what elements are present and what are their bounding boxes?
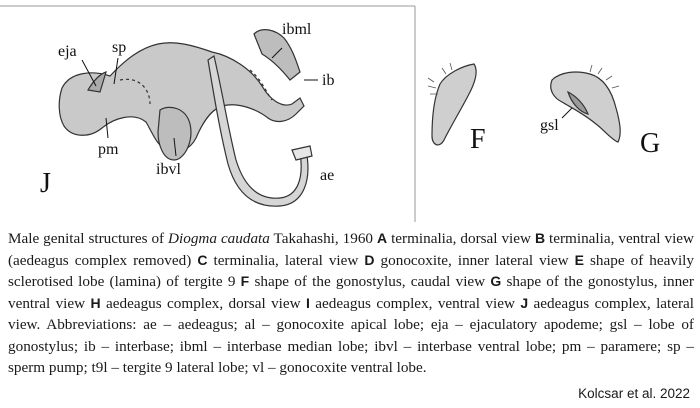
label-ae: ae <box>320 167 335 184</box>
caption-key-B: B <box>534 230 546 246</box>
credit-line: Kolcsar et al. 2022 <box>578 386 690 401</box>
caption-key-A: A <box>377 230 388 246</box>
figure-caption <box>8 228 694 379</box>
caption-key-D: D <box>364 251 375 268</box>
label-ibvl: ibvl <box>156 161 181 178</box>
caption-text-G: shape of the gonostylus, inner ventral view <box>8 273 694 312</box>
label-pm: pm <box>98 141 119 158</box>
caption-key-H: H <box>90 294 101 311</box>
caption-key-G: G <box>490 273 502 289</box>
label-panel-J: J <box>40 168 51 199</box>
label-ibml: ibml <box>282 21 312 38</box>
caption-text-B: terminalia, ventral view (aedeagus complex removed) <box>8 230 694 269</box>
label-sp: sp <box>112 39 127 56</box>
caption-key-C: C <box>197 251 208 268</box>
caption-text-I: aedeagus complex, ventral view <box>309 294 521 312</box>
caption-intro: Male genital structures of <box>8 230 169 247</box>
caption-key-I: I <box>306 294 310 311</box>
caption-text-E: shape of heavily sclerotised lobe (lamina) of tergite 9 <box>8 251 694 290</box>
caption-key-E: E <box>574 251 584 268</box>
label-ib: ib <box>322 72 335 89</box>
drawing-gonostylus-inner-ventral <box>551 65 620 142</box>
caption-text-H: aedeagus complex, dorsal view <box>100 294 306 312</box>
drawing-gonostylus-caudal <box>428 63 476 145</box>
caption-species: Diogma caudata <box>168 230 270 247</box>
caption-text-F: shape of the gonostylus, caudal view <box>249 273 491 290</box>
caption-text-D: gonocoxite, inner lateral view <box>374 251 575 269</box>
caption-text-J: aedeagus complex, lateral view. <box>8 294 695 333</box>
caption-author: Takahashi, 1960 <box>269 230 377 247</box>
caption-text-A: terminalia, dorsal view <box>387 230 535 247</box>
label-eja: eja <box>58 43 77 60</box>
label-gsl: gsl <box>540 117 559 134</box>
caption-key-J: J <box>520 294 529 311</box>
caption-text-C: terminalia, lateral view <box>207 251 365 269</box>
label-panel-G: G <box>640 128 661 159</box>
label-panel-F: F <box>470 124 486 155</box>
caption-key-F: F <box>240 273 250 289</box>
caption-abbreviations: Abbreviations: ae – aedeagus; al – gonocoxite apical lobe; eja – ejaculatory apodeme; gsl – lobe of gonostylus; ib – interbase; ibml – interbase median lobe; ibvl – interbase ventral lobe; pm – paramere; sp – sperm pump; t9l – tergite 9 lateral lobe; vl – gonocoxite ventral lobe. <box>8 316 694 376</box>
